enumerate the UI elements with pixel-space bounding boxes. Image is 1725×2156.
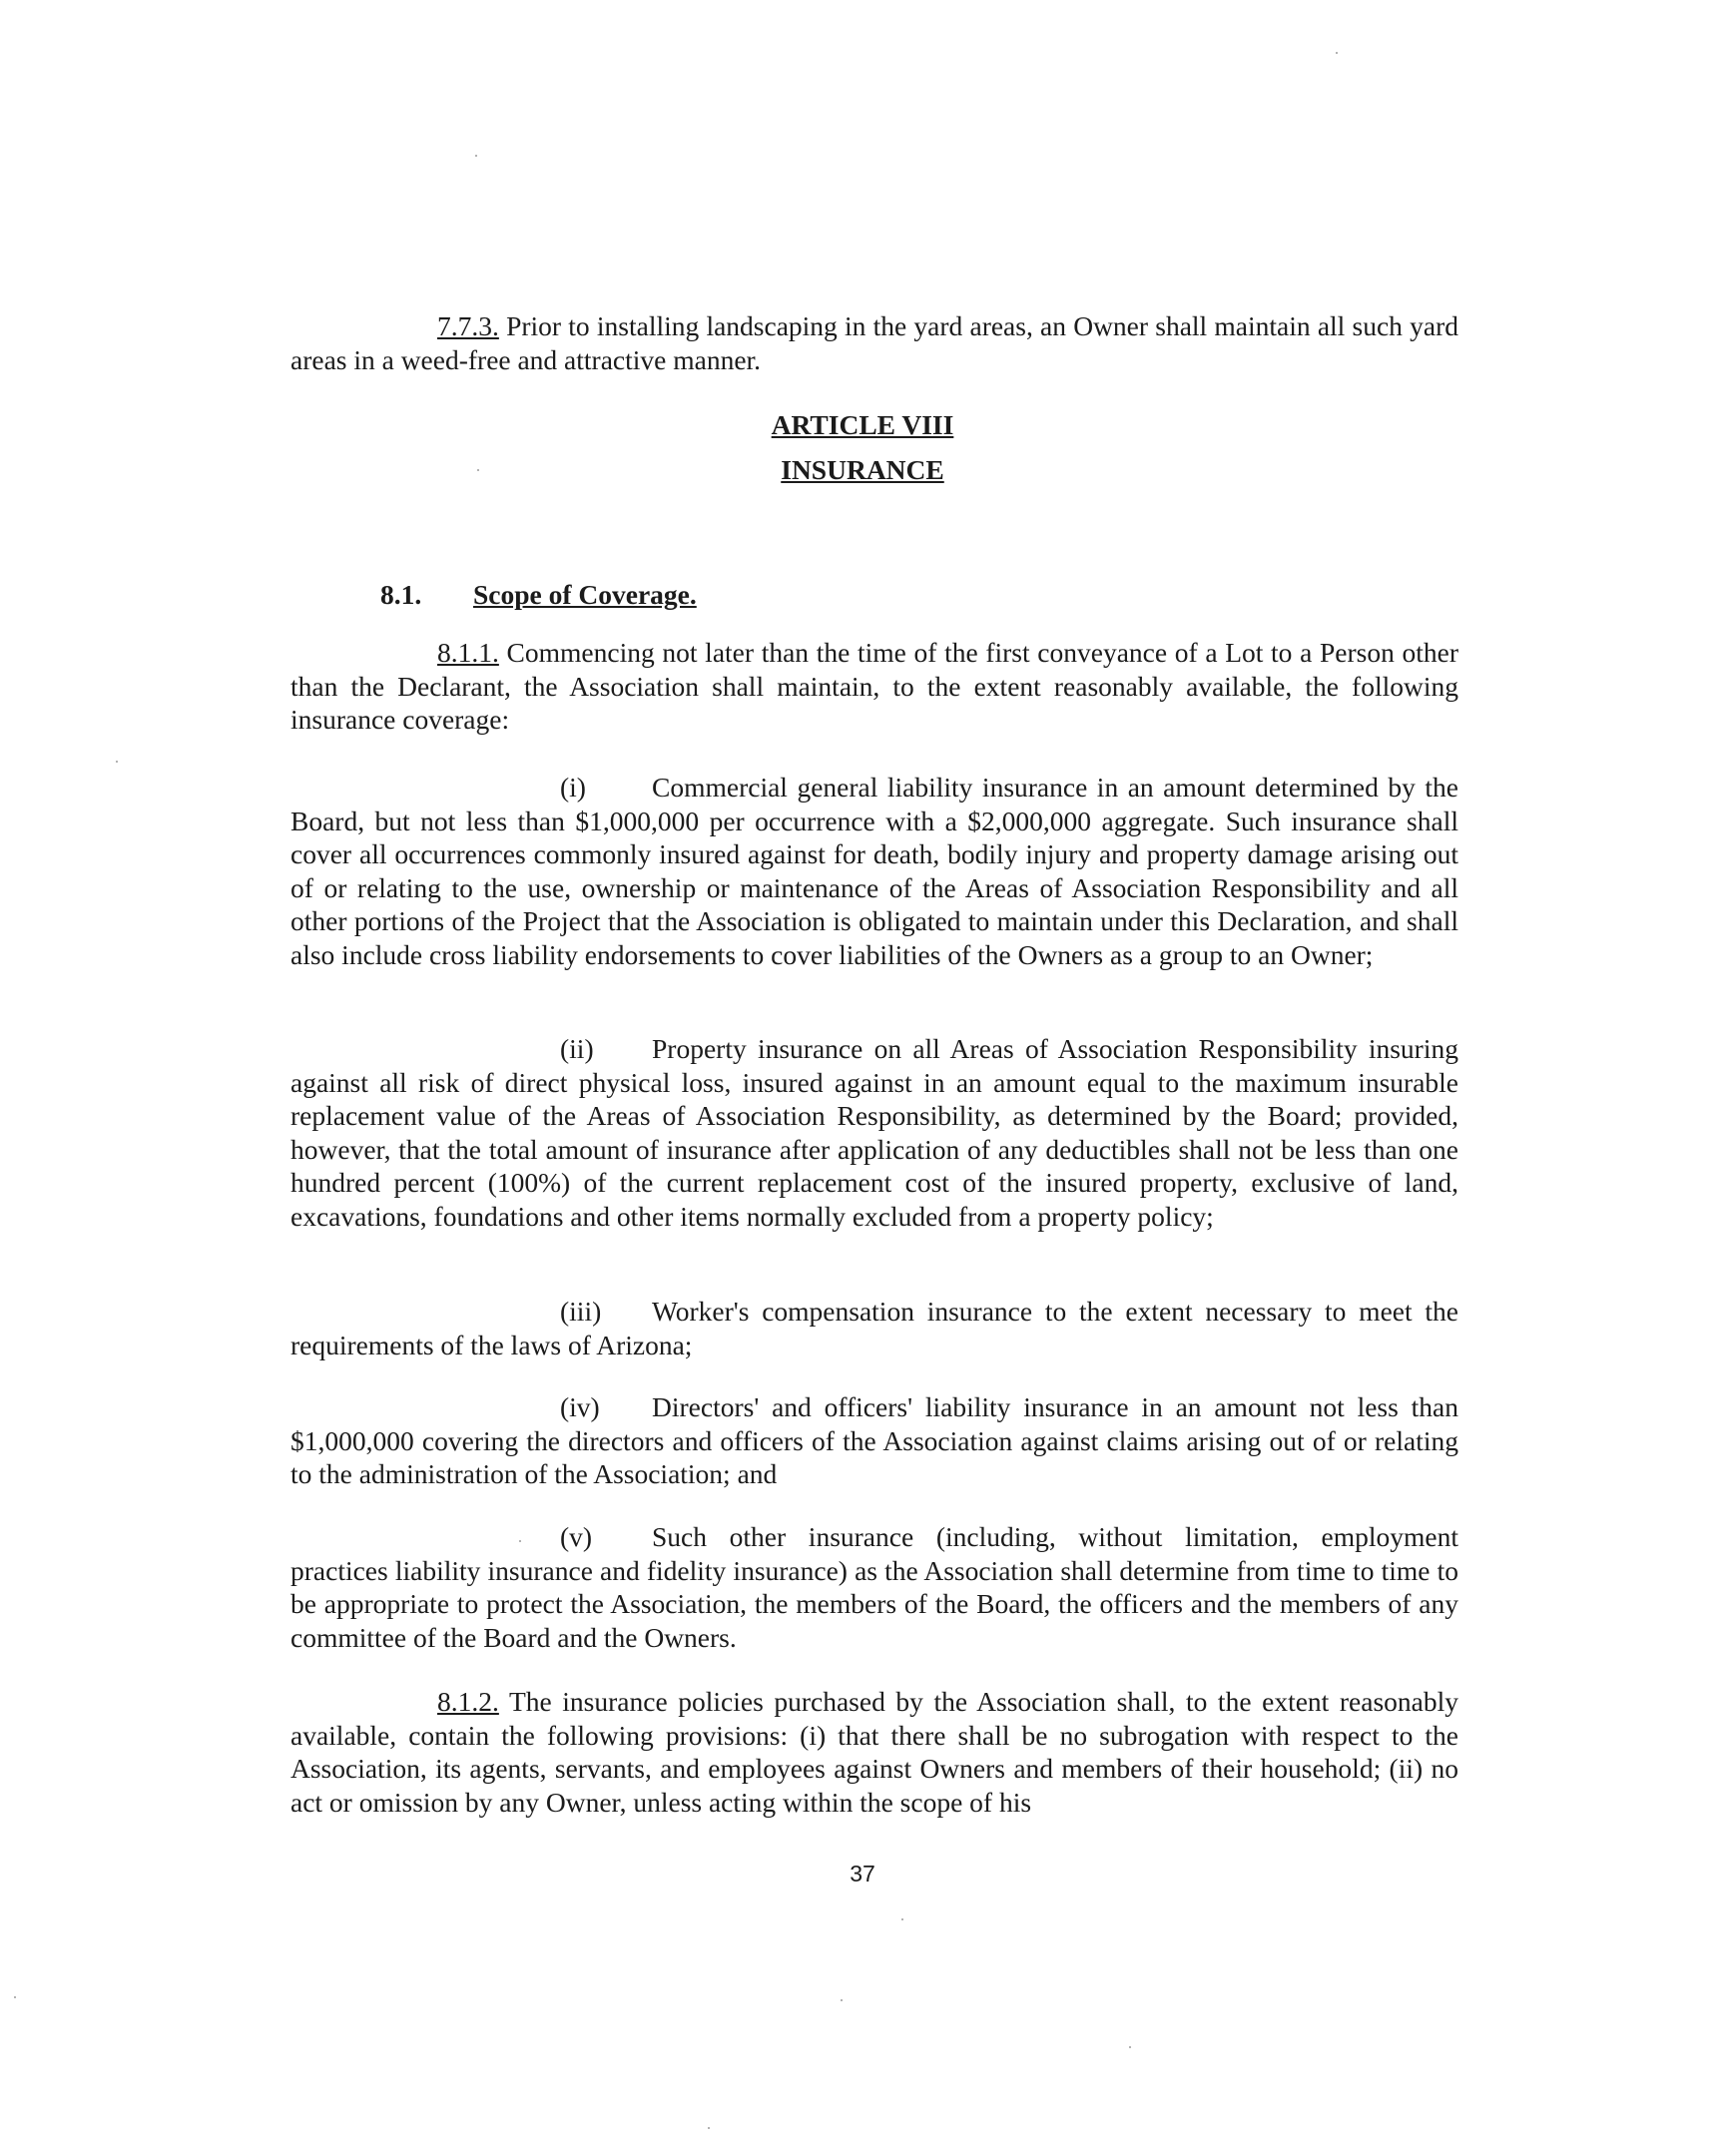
- item-text: Such other insurance (including, without limitation, employment practices liability insurance and fidelity insurance) as the Association shall determine from time to time to be appropriate to protect the Association, the members of the Board, the officers and the members of any committee of the Board and the Owners.: [290, 1521, 1458, 1653]
- paragraph-text: Commencing not later than the time of the first conveyance of a Lot to a Person other than the Declarant, the Association shall maintain, to the extent reasonably available, the following insurance coverage:: [290, 637, 1458, 735]
- section-number: 8.1.: [380, 579, 422, 610]
- item-label: (iv): [560, 1391, 600, 1422]
- item-text: Directors' and officers' liability insurance in an amount not less than $1,000,000 covering the directors and officers of the Association against claims arising out of or relating to the administration of the Association; and: [290, 1391, 1458, 1489]
- list-item-ii: [290, 1032, 1458, 1233]
- section-title: Scope of Coverage.: [473, 579, 697, 610]
- item-text: Property insurance on all Areas of Association Responsibility insuring against all risk of direct physical loss, insured against in an amount equal to the maximum insurable replacement value of the Areas of Association Responsibility, as determined by the Board; provided, however, that the total amount of insurance after application of any deductibles shall not be less than one hundred percent (100%) of the current replacement cost of the insured property, exclusive of land, excavations, foundations and other items normally excluded from a property policy;: [290, 1033, 1458, 1232]
- list-item-iii: [290, 1295, 1458, 1361]
- item-text: Commercial general liability insurance in an amount determined by the Board, but not less than $1,000,000 per occurrence with a $2,000,000 aggregate. Such insurance shall cover all occurrences commonly insured against for death, bodily injury and property damage arising out of or relating to the use, ownership or maintenance of the Areas of Association Responsibility and all other portions of the Project that the Association is obligated to maintain under this Declaration, and shall also include cross liability endorsements to cover liabilities of the Owners as a group to an Owner;: [290, 772, 1458, 970]
- scan-speck: [475, 155, 477, 157]
- item-text: Worker's compensation insurance to the extent necessary to meet the requirements of the laws of Arizona;: [290, 1296, 1458, 1360]
- list-item-v: [290, 1520, 1458, 1654]
- page-number: 37: [850, 1861, 875, 1886]
- scan-speck: [14, 1996, 16, 1998]
- paragraph-text: The insurance policies purchased by the Association shall, to the extent reasonably available, contain the following provisions: (i) that there shall be no subrogation with respect to the Association, its agents, servants, and employees against Owners and members of their household; (ii) no act or omission by any Owner, unless acting within the scope of his: [290, 1686, 1458, 1818]
- paragraph-ref: 7.7.3.: [437, 310, 499, 341]
- list-item-iv: [290, 1390, 1458, 1491]
- list-item-i: [290, 771, 1458, 971]
- scan-speck: [1336, 52, 1338, 54]
- article-number: ARTICLE VIII: [771, 409, 954, 440]
- paragraph-ref: 8.1.1.: [437, 637, 499, 668]
- scan-speck: [519, 1540, 521, 1542]
- paragraph-text: Prior to installing landscaping in the yard areas, an Owner shall maintain all such yard areas in a weed-free and attractive manner.: [290, 310, 1458, 375]
- article-title: INSURANCE: [781, 454, 944, 485]
- item-label: (v): [560, 1521, 593, 1552]
- scan-speck: [841, 1999, 843, 2001]
- paragraph-7-7-3: [290, 309, 1458, 376]
- scan-speck: [477, 469, 479, 471]
- scan-speck: [708, 2127, 710, 2129]
- paragraph-ref: 8.1.2.: [437, 1686, 499, 1717]
- paragraph-8-1-2: [290, 1685, 1458, 1819]
- item-label: (ii): [560, 1033, 594, 1064]
- item-label: (i): [560, 772, 586, 803]
- scan-speck: [901, 1918, 903, 1920]
- scan-speck: [1129, 2046, 1131, 2048]
- item-label: (iii): [560, 1296, 602, 1327]
- paragraph-8-1-1: [290, 636, 1458, 737]
- scan-speck: [116, 761, 118, 763]
